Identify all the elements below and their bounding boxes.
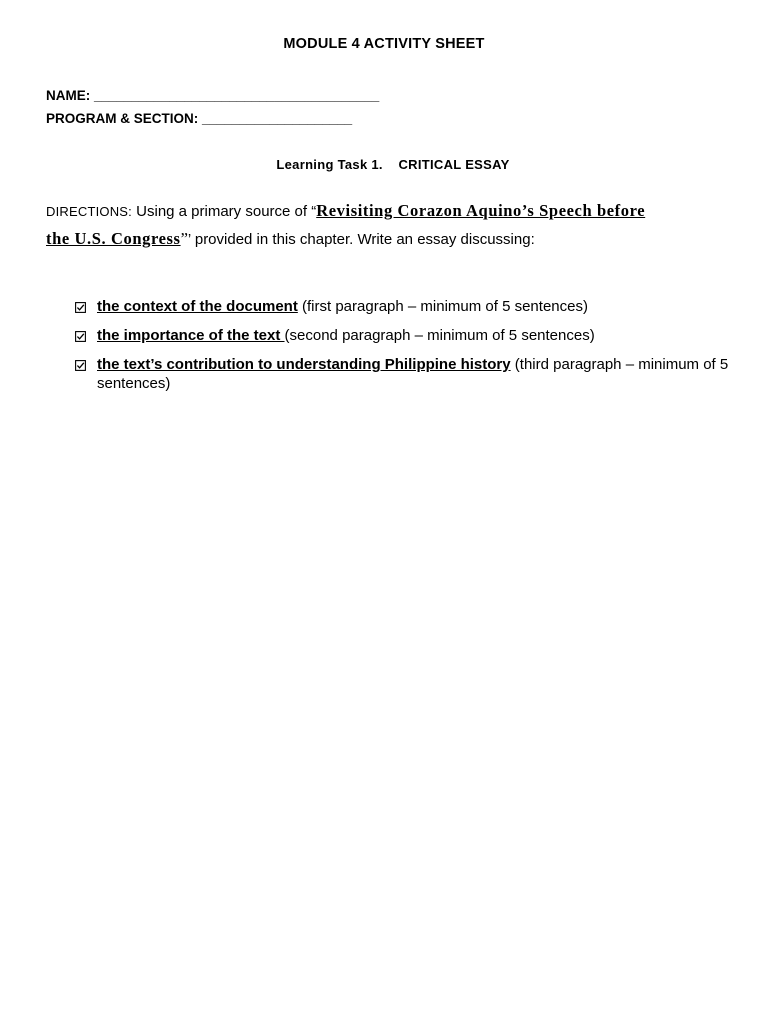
item-detail: (third paragraph – minimum of 5 sentences)	[97, 356, 729, 392]
close-quote: ”	[180, 228, 188, 248]
item-detail: (first paragraph – minimum of 5 sentences)	[297, 298, 588, 315]
list-item	[72, 298, 732, 317]
item-heading: the context of the document	[97, 298, 298, 315]
directions-label: DIRECTIONS	[46, 204, 129, 219]
directions-paragraph	[46, 198, 656, 253]
open-quote: “	[311, 203, 317, 220]
checked-box-icon	[75, 302, 86, 313]
directions-lead: Using a primary source of	[131, 203, 312, 220]
name-field: NAME: ______________________________________	[46, 88, 380, 103]
item-detail: (second paragraph – minimum of 5 sentences)	[284, 327, 595, 344]
directions-colon: :	[128, 204, 132, 219]
task-heading: Learning Task 1. CRITICAL ESSAY	[276, 157, 510, 172]
checked-box-icon	[75, 360, 86, 371]
essay-requirements-list	[72, 298, 732, 404]
list-item	[72, 356, 732, 393]
program-section-field: PROGRAM & SECTION: ____________________	[46, 111, 353, 126]
item-heading: the text’s contribution to understanding Philippine history	[97, 356, 511, 373]
item-heading: the importance of the text	[97, 327, 285, 344]
checked-box-icon	[75, 331, 86, 342]
sheet-title: MODULE 4 ACTIVITY SHEET	[283, 36, 485, 52]
directions-tail: ’ provided in this chapter. Write an essay discussing:	[187, 230, 535, 248]
list-item	[72, 327, 732, 346]
source-title: Revisiting Corazon Aquino’s Speech before the U.S. Congress	[46, 201, 646, 248]
